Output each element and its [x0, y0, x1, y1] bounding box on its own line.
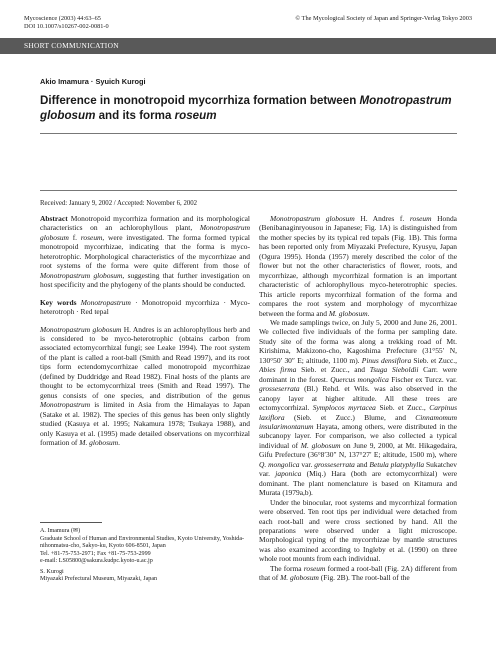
copyright-line: © The Mycological Society of Japan and Springer-Verlag Tokyo 2003 — [295, 15, 472, 22]
journal-citation — [24, 15, 109, 31]
body-paragraph-2: We made samplings twice, on July 5, 2000 and June 26, 2001. We collected five individuals of the forma per sampling date. Study site of the forma was along a trekking road of Mt. Kirishima, Makizono-cho, Kagoshima Prefecture (31°55′ N, 130°50′ 30″ E; altitude, 1100 m). Pinus densiflora Sieb. et Zucc., Abies firma Sieb. et Zucc., and Tsuga Sieboldii Carr. were dominant in the forest. Quercus mongolica Fischer ex Turcz. var. grosseserrata (Bl.) Rehd. et Wils. was also observed in the canopy layer at higher altitude. All these trees are ectomycorrhizal. Symplocos myrtacea Sieb. et Zucc., Carpinus laxiflora (Sieb. et Zucc.) Blume, and Cinnamomum insularimontanum Hayata, among others, were distributed in the subcanopy layer. For comparison, we also collected a typical individual of M. globosum on June 9, 2000, at Mt. Hikagedaira, Gifu Prefecture (36°8′30″ N, 137°27′ E; altitude, 1500 m), where Q. mongolica var. grosseserrata and Betula platyphylla Sukatchev var. japonica (Miq.) Hara (both are ectomycorrhizal) were dominant. The plant nomenclature is based on Kitamura and Murata (1979a,b). — [259, 317, 457, 498]
title-text-2: and its forma — [95, 109, 175, 122]
body-paragraph-4: The forma roseum formed a root-ball (Fig. 2A) different from that of M. globosum (Fig. 2B). The root-ball of the — [259, 563, 457, 583]
received-accepted-dates: Received: January 9, 2002 / Accepted: November 6, 2002 — [40, 200, 198, 207]
abstract-paragraph: Abstract Monotropoid mycorrhiza formation and its morphological characteristics on an achlorophyllous plant, Monotropastrum globosum f. roseum, were investigated. The forma formed typical monotropoid mycorrhizae, indicating that the forma is myco-heterotrophic. Morphological characteristics of the mycorrhizae and root systems of the forma were quite different from those of Monotropastrum globosum, suggesting that further investigation on host specificity and the phylogeny of the plants should be conducted. — [40, 214, 250, 290]
title-text: Difference in monotropoid mycorrhiza formation between — [40, 94, 360, 107]
left-column — [40, 214, 250, 447]
title-species: globosum — [40, 109, 96, 122]
journal-line: Mycoscience (2003) 44:63–65 — [24, 15, 101, 22]
affiliation-2: S. Kurogi Miyazaki Prefectural Museum, Miyazaki, Japan — [40, 568, 158, 583]
section-rule — [40, 190, 457, 191]
title-genus: Monotropastrum — [359, 94, 452, 107]
author-email: e-mail: LS05800@sakura.kudpc.kyoto-u.ac.jp — [40, 558, 153, 565]
affiliation-rule — [40, 522, 102, 523]
body-paragraph-3: Under the binocular, root systems and mycorrhizal formation were observed. Ten root tips per individual were detached from each root-ball and were cross sectioned by hand. All the preparations were observed under a light microscope. Morphological typing of the mycorrhizae by mantle structures was also examined according to Ingleby et al. (1990) on three whole root mounts from each individual. — [259, 497, 457, 564]
article-title — [40, 93, 480, 123]
section-label: SHORT COMMUNICATION — [24, 41, 119, 50]
section-band — [0, 38, 496, 54]
abstract-label: Abstract — [40, 214, 68, 223]
author-line: Akio Imamura · Syuich Kurogi — [40, 77, 146, 86]
title-rule — [40, 133, 457, 134]
title-forma: roseum — [174, 109, 217, 122]
keywords-paragraph: Key words Monotropastrum · Monotropoid mycorrhiza · Myco-heterotroph · Red tepal — [40, 297, 251, 317]
keywords-label: Key words — [40, 297, 77, 307]
affiliations — [40, 528, 250, 587]
doi-line: DOI 10.1007/s10267-002-0081-0 — [24, 23, 109, 30]
intro-paragraph: Monotropastrum globosum H. Andres is an achlorophyllous herb and is considered to be myco-heterotrophic (obtains carbon from associated ectomycorrhizal fungi; see Leake 1994). The root system of the plant is called a root-ball (Smith and Read 1997), and its root tips form ectendomycorrhizae called monotropoid mycorrhizae (defined by Duddridge and Read 1982). Final hosts of the plants are thought to be ectomycorrhizal trees (Smith and Read 1997). The genus consists of one species, and distribution of the genus Monotropastrum is limited in Asia from the Himalayas to Japan (Satake et al. 1982). The species of this genus has been only slightly studied (Kasuya et al. 1995; Nakamura 1978; Tsukaya 1988), and only Kasuya et al. (1995) made detailed observations on mycorrhizal formation of M. globosum. — [40, 324, 250, 447]
affiliation-1: A. Imamura (✉) Graduate School of Human and Environmental Studies, Kyoto University, Yoshida-nihonmatsu-cho, Sakyo-ku, Kyoto 606-8501, Japan Tel. +81-75-753-2971; Fax +81-75-753-2999 e-mail: LS05800@sakura.kudpc.kyoto-u.ac.jp — [40, 528, 245, 565]
right-column — [259, 214, 457, 646]
body-paragraph-1: Monotropastrum globosum H. Andres f. roseum Honda (Benibanaginryousou in Japanese; Fig. 1A) is distinguished from the mother species by its typical red tepals (Fig. 1B). This forma has been reported only from Miyazaki Prefecture, Kyusyu, Japan (Ogura 1995). Honda (1957) merely described the color of the flower but not the other characteristics of flower, roots, and mycorrhizae, although mycorrhizal formation is an important characteristic of achlorophyllous myco-heterotrophic species. This article reports mycorrhizal formation of the forma and compares the root system and morphology of mycorrhizae between the forma and M. globosum. — [259, 214, 457, 318]
